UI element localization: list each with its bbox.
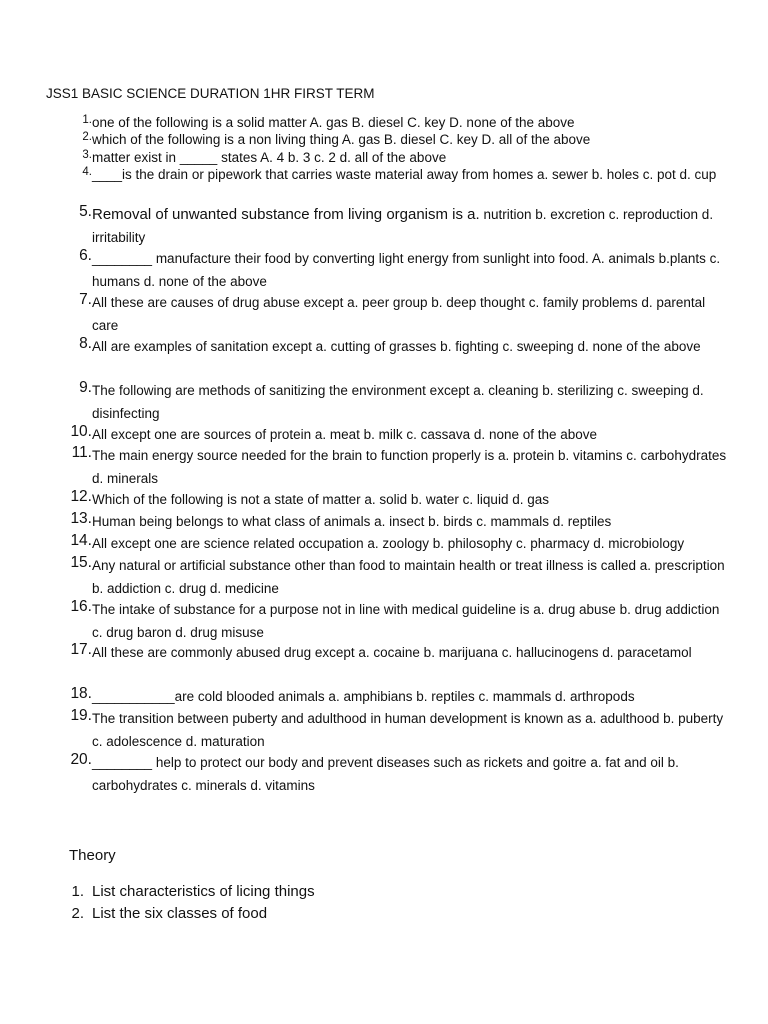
question-number: 19. [70,707,92,724]
question-number: 17. [70,641,92,658]
theory-number: 1. [71,883,84,900]
question-text: All are examples of sanitation except a. cutting of grasses b. fighting c. sweeping d. none of the above [92,339,701,354]
question-number: 7. [79,291,92,308]
question-text: The main energy source needed for the brain to function properly is a. protein b. vitamins c. carbohydrates d. minerals [92,448,727,486]
question-text: ____is the drain or pipework that carries waste material away from homes a. sewer b. holes c. pot d. cup [92,167,717,182]
question-text [92,203,732,249]
question-text: The transition between puberty and adulthood in human development is known as a. adulthood b. puberty c. adolescence d. maturation [92,711,724,749]
question-number: 11. [71,444,92,461]
question-number: 16. [70,598,92,615]
question-text: ________ help to protect our body and prevent diseases such as rickets and goitre a. fat and oil b. carbohydrates c. minerals d. vitamins [92,755,679,793]
question-number: 14. [70,532,92,549]
question-number: 6. [79,247,92,264]
question-text: ___________are cold blooded animals a. amphibians b. reptiles c. mammals d. arthropods [92,689,635,704]
theory-heading: Theory [69,847,116,864]
question-text: matter exist in _____ states A. 4 b. 3 c. 2 d. all of the above [92,150,447,165]
question-text: which of the following is a non living thing A. gas B. diesel C. key D. all of the above [92,132,591,147]
question-options-text: nutrition b. excretion c. reproduction d. irritability [92,207,714,245]
question-number: 18. [70,685,92,702]
question-text: one of the following is a solid matter A. gas B. diesel C. key D. none of the above [92,115,575,130]
question-text: Any natural or artificial substance other than food to maintain health or treat illness is called a. prescription b. addiction c. drug d. medicine [92,558,725,596]
theory-text: List the six classes of food [92,905,268,922]
theory-number: 2. [71,905,84,922]
question-number: 13. [70,510,92,527]
question-text: All except one are science related occupation a. zoology b. philosophy c. pharmacy d. microbiology [92,536,685,551]
question-text: All these are commonly abused drug except a. cocaine b. marijuana c. hallucinogens d. paracetamol [92,645,692,660]
question-text: ________ manufacture their food by converting light energy from sunlight into food. A. animals b.plants c. humans d. none of the above [92,251,721,289]
question-number: 9. [79,379,92,396]
question-text: The intake of substance for a purpose not in line with medical guideline is a. drug abuse b. drug addiction c. drug baron d. drug misuse [92,602,720,640]
question-number: 2. [82,131,92,143]
page-title: JSS1 BASIC SCIENCE DURATION 1HR FIRST TERM [46,86,375,101]
question-lead-text: Removal of unwanted substance from living organism is a. [92,206,480,223]
question-text: All except one are sources of protein a. meat b. milk c. cassava d. none of the above [92,427,598,442]
question-number: 15. [70,554,92,571]
question-number: 10. [70,423,92,440]
question-number: 4. [82,166,92,178]
question-text: Which of the following is not a state of matter a. solid b. water c. liquid d. gas [92,492,549,507]
question-text: All these are causes of drug abuse except a. peer group b. deep thought c. family problems d. parental care [92,295,706,333]
question-number: 1. [82,114,92,126]
question-text: The following are methods of sanitizing the environment except a. cleaning b. sterilizing c. sweeping d. disinfecting [92,383,704,421]
question-number: 20. [70,751,92,768]
question-number: 12. [70,488,92,505]
question-number: 3. [82,149,92,161]
question-number: 5. [79,203,92,220]
question-number: 8. [79,335,92,352]
question-text: Human being belongs to what class of animals a. insect b. birds c. mammals d. reptiles [92,514,612,529]
theory-text: List characteristics of licing things [92,883,315,900]
